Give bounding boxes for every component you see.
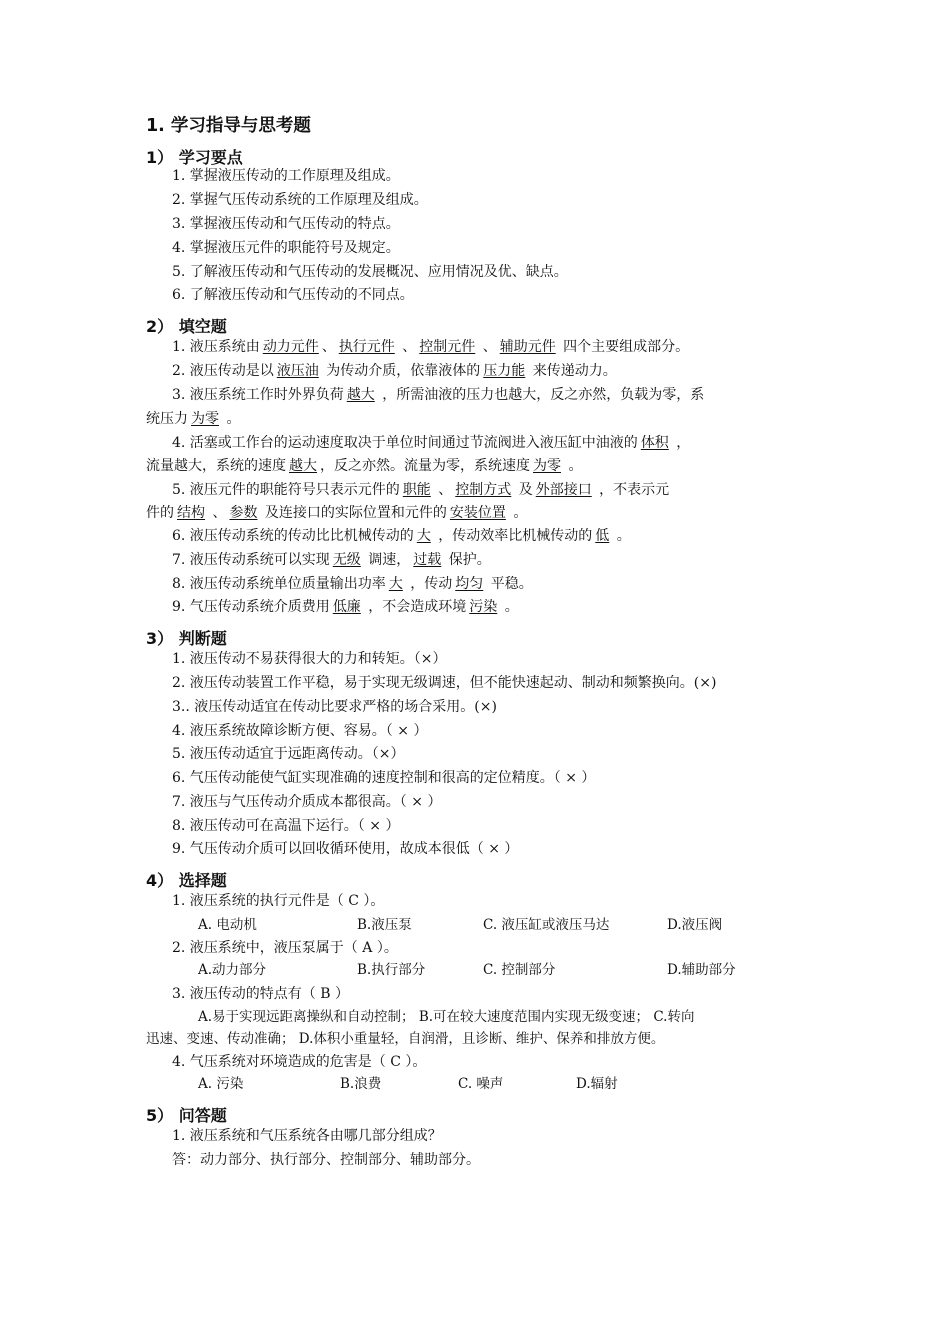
choice-option: B.浪费	[340, 1076, 382, 1092]
section-heading-fill-blank: 2） 填空题	[146, 317, 227, 336]
true-false-item: 5. 液压传动适宜于远距离传动。（×）	[172, 746, 405, 762]
fill-question-3-cont: 统压力 为零 。	[146, 411, 241, 427]
fill-question-9: 9. 气压传动系统介质费用 低廉 ，不会造成环境 污染 。	[172, 599, 519, 615]
choice-option: D.辐射	[576, 1076, 618, 1092]
study-point: 4. 掌握液压元件的职能符号及规定。	[172, 240, 400, 256]
answer-blank: 为零	[191, 411, 219, 427]
true-false-item: 1. 液压传动不易获得很大的力和转矩。（×）	[172, 651, 447, 667]
choice-question-3: 3. 液压传动的特点有（ B ）	[172, 986, 349, 1002]
choice-question-2: 2. 液压系统中，液压泵属于（ A ）。	[172, 940, 398, 956]
fill-question-7: 7. 液压传动系统可以实现 无级 调速， 过载 保护。	[172, 552, 491, 568]
answer-blank: 压力能	[483, 363, 526, 379]
choice-question-4: 4. 气压系统对环境造成的危害是（ C ）。	[172, 1054, 427, 1070]
answer-blank: 液压油	[276, 363, 319, 379]
choice-option: A.动力部分	[198, 962, 267, 978]
qa-answer: 答：动力部分、执行部分、控制部分、辅助部分。	[172, 1152, 480, 1168]
choice-options-line: A.易于实现远距离操纵和自动控制； B.可在较大速度范围内实现无级变速； C.转向	[198, 1009, 695, 1025]
choice-option: C. 噪声	[458, 1076, 504, 1092]
answer-blank: 安装位置	[449, 505, 506, 521]
answer-blank: 过载	[413, 552, 442, 568]
choice-option: C. 控制部分	[483, 962, 556, 978]
true-false-item: 4. 液压系统故障诊断方便、容易。（ × ）	[172, 723, 428, 739]
study-point: 2. 掌握气压传动系统的工作原理及组成。	[172, 192, 428, 208]
answer-blank: 越大	[289, 458, 317, 474]
true-false-item: 3.. 液压传动适宜在传动比要求严格的场合采用。(×)	[172, 699, 497, 715]
choice-option: C. 液压缸或液压马达	[483, 917, 610, 933]
answer-blank: 均匀	[455, 576, 484, 592]
section-heading-choice: 4） 选择题	[146, 871, 227, 890]
answer-blank: 职能	[402, 482, 431, 498]
fill-question-4-cont: 流量越大，系统的速度 越大 ，反之亦然。流量为零，系统速度 为零 。	[146, 458, 583, 474]
true-false-item: 7. 液压与气压传动介质成本都很高。（ × ）	[172, 794, 442, 810]
fill-question-8: 8. 液压传动系统单位质量输出功率 大 ，传动 均匀 平稳。	[172, 576, 533, 592]
answer-blank: 大	[416, 528, 431, 544]
answer-blank: 辅助元件	[499, 339, 556, 355]
answer-blank: 越大	[346, 387, 375, 403]
choice-option: D.辅助部分	[667, 962, 736, 978]
answer-blank: 无级	[332, 552, 361, 568]
answer-blank: 低廉	[332, 599, 361, 615]
answer-blank: 控制元件	[419, 339, 476, 355]
choice-option: A. 电动机	[198, 917, 257, 933]
choice-option: B.液压泵	[357, 917, 412, 933]
study-point: 6. 了解液压传动和气压传动的不同点。	[172, 287, 414, 303]
choice-option: D.液压阀	[667, 917, 723, 933]
fill-question-5-cont: 件的 结构 、 参数 及连接口的实际位置和元件的 安装位置 。	[146, 505, 528, 521]
answer-blank: 大	[388, 576, 403, 592]
choice-option: A. 污染	[198, 1076, 244, 1092]
study-point: 3. 掌握液压传动和气压传动的特点。	[172, 216, 400, 232]
answer-blank: 外部接口	[535, 482, 592, 498]
fill-question-4: 4. 活塞或工作台的运动速度取决于单位时间通过节流阀进入液压缸中油液的 体积 ，	[172, 435, 691, 451]
study-point: 1. 掌握液压传动的工作原理及组成。	[172, 168, 400, 184]
answer-blank: 控制方式	[455, 482, 512, 498]
answer-blank: 参数	[229, 505, 258, 521]
true-false-item: 9. 气压传动介质可以回收循环使用，故成本很低（ × ）	[172, 841, 519, 857]
true-false-item: 8. 液压传动可在高温下运行。（ × ）	[172, 818, 400, 834]
choice-question-1: 1. 液压系统的执行元件是（ C ）。	[172, 893, 385, 909]
section-heading-qa: 5） 问答题	[146, 1106, 227, 1125]
fill-question-6: 6. 液压传动系统的传动比比机械传动的 大 ，传动效率比机械传动的 低 。	[172, 528, 631, 544]
section-heading-true-false: 3） 判断题	[146, 629, 227, 648]
study-point: 5. 了解液压传动和气压传动的发展概况、应用情况及优、缺点。	[172, 264, 568, 280]
fill-question-3: 3. 液压系统工作时外界负荷 越大 ，所需油液的压力也越大，反之亦然，负载为零，系	[172, 387, 705, 403]
answer-blank: 体积	[640, 435, 669, 451]
fill-question-5: 5. 液压元件的职能符号只表示元件的 职能 、 控制方式 及 外部接口 ，不表示元	[172, 482, 670, 498]
true-false-item: 2. 液压传动装置工作平稳，易于实现无级调速，但不能快速起动、制动和频繁换向。(×)	[172, 675, 717, 691]
answer-blank: 结构	[177, 505, 205, 521]
page-title: 1. 学习指导与思考题	[146, 116, 311, 136]
choice-options-line: 迅速、变速、传动准确； D.体积小重量轻，自润滑，且诊断、维护、保养和排放方便。	[146, 1031, 665, 1047]
answer-blank: 污染	[469, 599, 498, 615]
answer-blank: 为零	[533, 458, 561, 474]
choice-option: B.执行部分	[357, 962, 426, 978]
fill-question-1: 1. 液压系统由 动力元件 、 执行元件 、 控制元件 、 辅助元件 四个主要组成部分。	[172, 339, 690, 355]
answer-blank: 执行元件	[338, 339, 395, 355]
section-heading-study-points: 1） 学习要点	[146, 148, 243, 167]
answer-blank: 动力元件	[262, 339, 319, 355]
true-false-item: 6. 气压传动能使气缸实现准确的速度控制和很高的定位精度。（ × ）	[172, 770, 596, 786]
fill-question-2: 2. 液压传动是以 液压油 为传动介质，依靠液体的 压力能 来传递动力。	[172, 363, 617, 379]
answer-blank: 低	[595, 528, 610, 544]
qa-question: 1. 液压系统和气压系统各由哪几部分组成？	[172, 1128, 442, 1144]
